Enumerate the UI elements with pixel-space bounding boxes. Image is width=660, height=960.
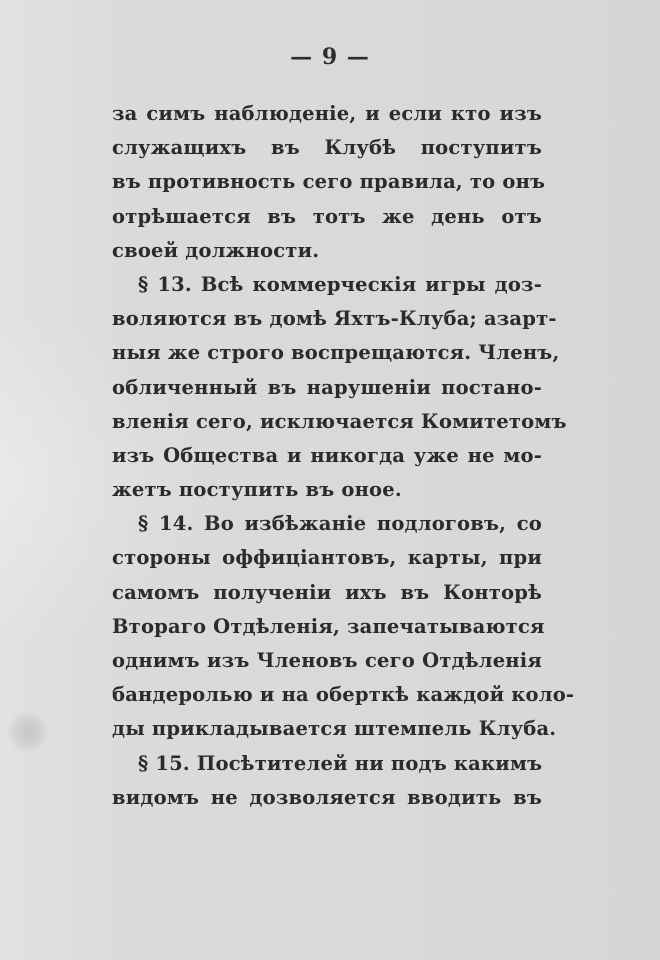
text-line: изъ Общества и никогда уже не мо- [112, 443, 542, 467]
page-body-text [112, 97, 575, 815]
paper-smudge [8, 712, 48, 752]
text-line: въ противность сего правила, то онъ [112, 170, 546, 194]
text-line: ды прикладывается штемпель Клуба. [112, 717, 557, 741]
paragraph-section-15 [112, 747, 542, 815]
text-line: видомъ не дозволяется вводить въ [112, 785, 542, 809]
text-line: ныя же строго воспрещаются. Членъ, [112, 341, 560, 365]
section-heading-line: § 14. Во избѣжаніе подлоговъ, со [138, 512, 542, 536]
section-heading-line: § 15. Посѣтителей ни подъ какимъ [138, 751, 543, 775]
text-line: бандеролью и на оберткѣ каждой коло- [112, 683, 575, 707]
text-line: самомъ полученіи ихъ въ Конторѣ [112, 580, 542, 604]
text-line: служащихъ въ Клубѣ поступитъ [112, 136, 542, 160]
text-line: жетъ поступить въ оное. [112, 478, 402, 502]
text-line: однимъ изъ Членовъ сего Отдѣленія [112, 649, 542, 672]
paragraph-section-13 [112, 268, 567, 507]
section-heading-line: § 13. Всѣ коммерческія игры доз- [138, 272, 542, 296]
page-number: — 9 — [290, 44, 370, 70]
text-line: отрѣшается въ тотъ же день отъ [112, 204, 542, 228]
text-line: вленія сего, исключается Комитетомъ [112, 409, 567, 433]
text-line: Втораго Отдѣленія, запечатываются [112, 614, 545, 638]
paragraph-continuation [112, 97, 546, 268]
text-line: своей должности. [112, 238, 320, 262]
paragraph-section-14 [112, 507, 575, 746]
text-line: обличенный въ нарушеніи постано- [112, 375, 542, 399]
text-line: стороны оффиціантовъ, карты, при [112, 546, 542, 570]
text-line: воляются въ домѣ Яхтъ-Клуба; азарт- [112, 307, 557, 331]
text-line: за симъ наблюденіе, и если кто изъ [112, 102, 542, 125]
